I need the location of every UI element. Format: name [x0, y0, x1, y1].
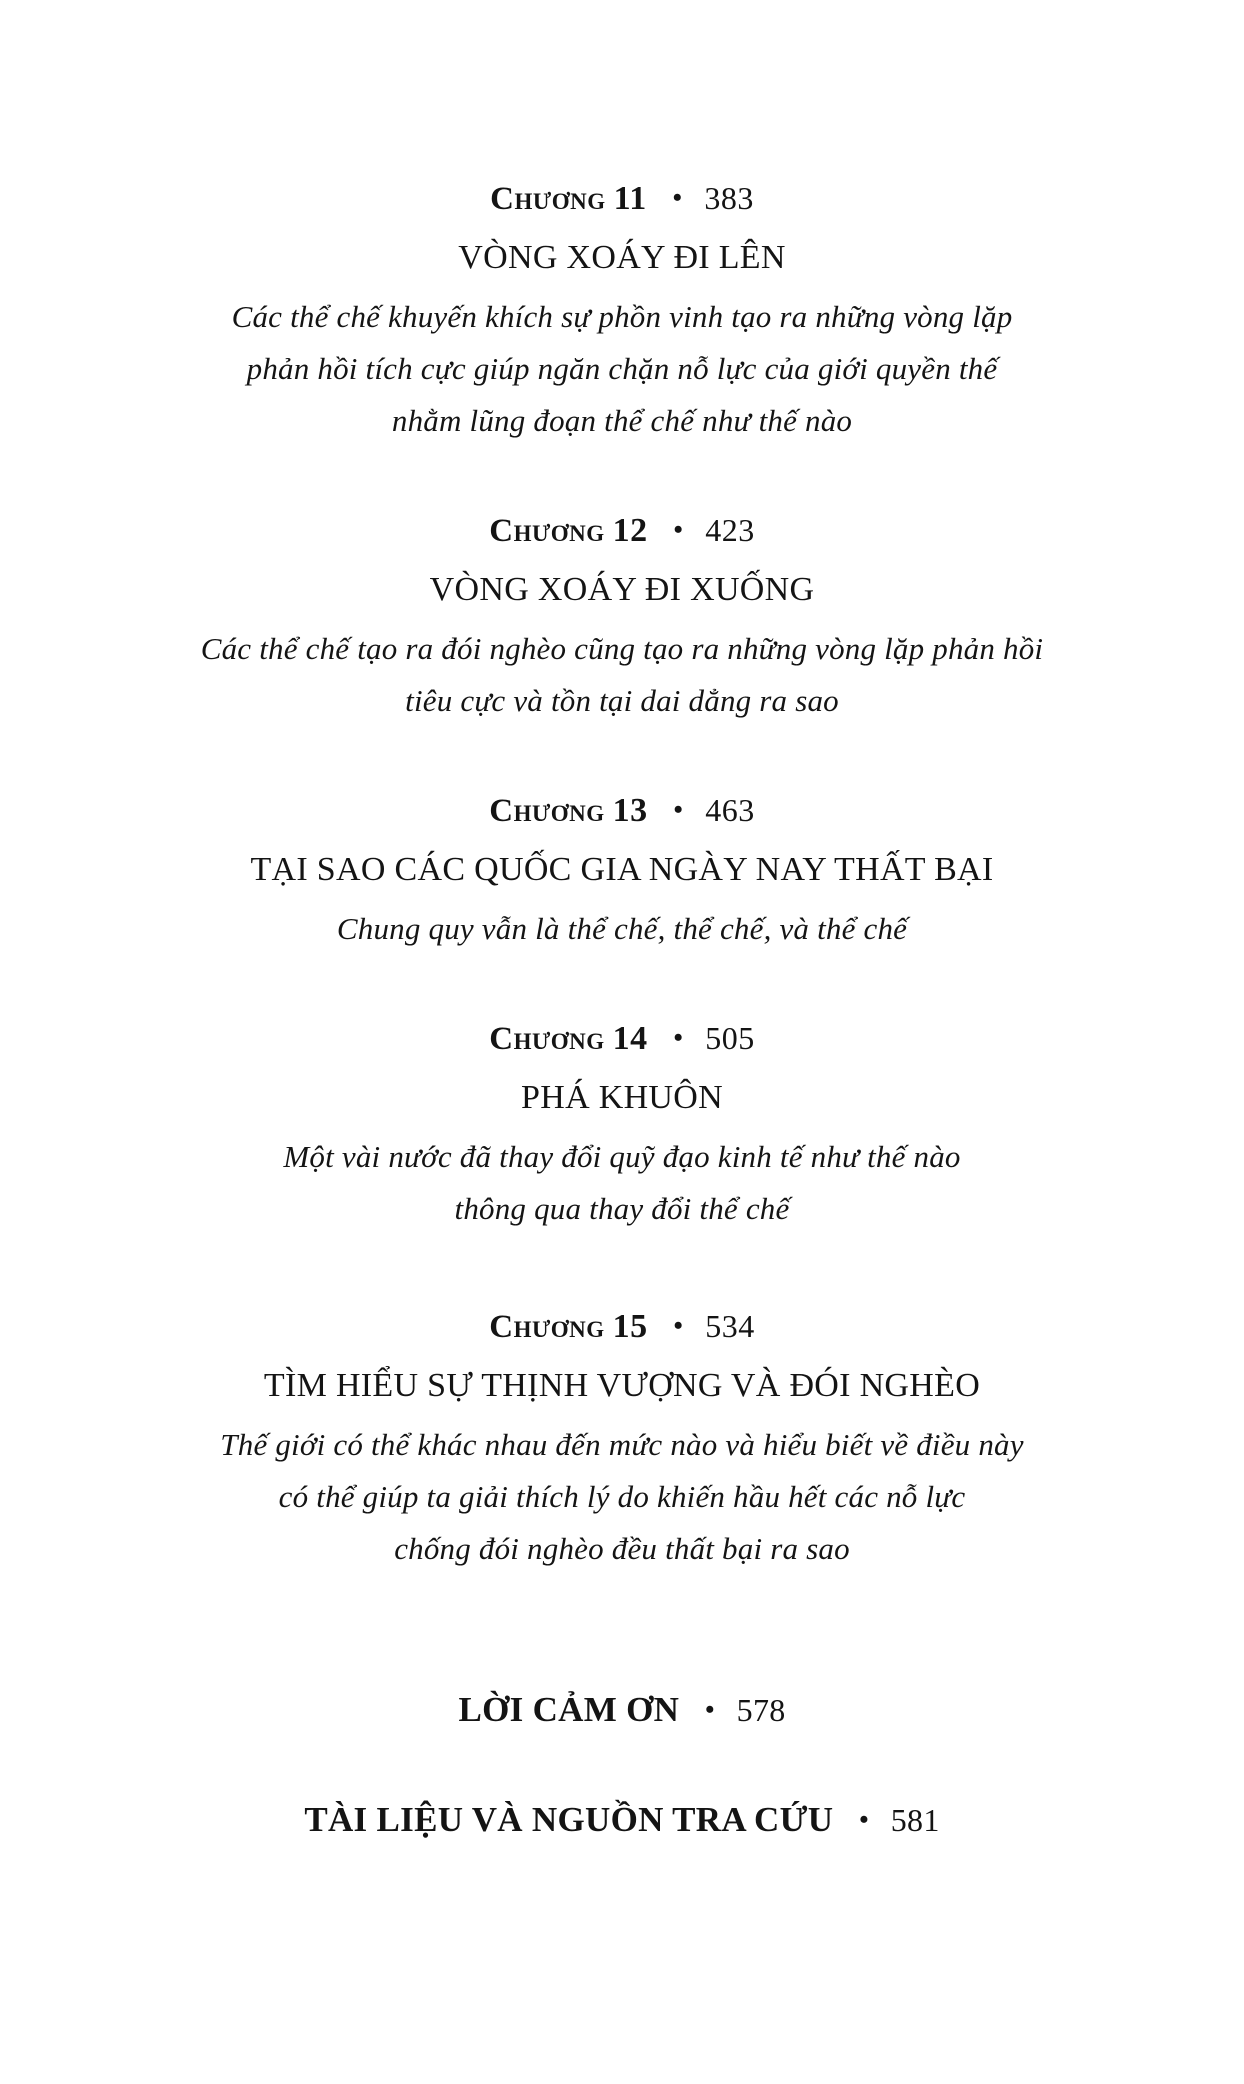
toc-entry-references	[0, 1798, 1244, 1842]
bullet-separator: •	[673, 515, 684, 544]
bullet-separator: •	[673, 1023, 684, 1052]
chapter-heading	[0, 1018, 1244, 1059]
toc-entry-chapter-15	[0, 1306, 1244, 1575]
chapter-description	[0, 1419, 1244, 1575]
chapter-heading	[0, 178, 1244, 219]
chapter-heading	[0, 790, 1244, 831]
description-line: Chung quy vẫn là thể chế, thể chế, và thể chế	[336, 911, 908, 946]
toc-entry-acknowledgements	[0, 1688, 1244, 1732]
back-matter-heading	[0, 1688, 1244, 1732]
chapter-description	[0, 1131, 1244, 1235]
bullet-separator: •	[672, 183, 683, 212]
description-line: Một vài nước đã thay đổi quỹ đạo kinh tế như thế nào	[283, 1139, 961, 1174]
page-number: 534	[705, 1308, 755, 1344]
chapter-heading	[0, 1306, 1244, 1347]
page-number: 578	[736, 1692, 786, 1728]
chapter-title: TÌM HIỂU SỰ THỊNH VƯỢNG VÀ ĐÓI NGHÈO	[263, 1367, 981, 1404]
description-line: tiêu cực và tồn tại dai dẳng ra sao	[405, 683, 839, 718]
bullet-separator: •	[705, 1695, 715, 1724]
bullet-separator: •	[859, 1805, 869, 1834]
toc-entry-chapter-12	[0, 510, 1244, 727]
page-number: 423	[705, 512, 755, 548]
chapter-number: 13	[612, 792, 648, 829]
toc-entry-chapter-14	[0, 1018, 1244, 1235]
page-number: 505	[705, 1020, 755, 1056]
page-number: 383	[704, 180, 754, 216]
chapter-heading	[0, 510, 1244, 551]
chapter-number: 15	[612, 1308, 648, 1345]
chapter-label: Chương	[490, 181, 606, 217]
description-line: chống đói nghèo đều thất bại ra sao	[394, 1531, 850, 1566]
page-number: 581	[890, 1802, 940, 1838]
chapter-title: VÒNG XOÁY ĐI LÊN	[458, 239, 786, 276]
chapter-number: 14	[612, 1020, 648, 1057]
chapter-description	[0, 623, 1244, 727]
chapter-label: Chương	[489, 1309, 605, 1345]
chapter-label: Chương	[489, 793, 605, 829]
description-line: phản hồi tích cực giúp ngăn chặn nỗ lực của giới quyền thế	[246, 351, 998, 386]
chapter-description	[0, 291, 1244, 447]
description-line: có thể giúp ta giải thích lý do khiến hầu hết các nỗ lực	[278, 1479, 966, 1514]
toc-entry-chapter-13	[0, 790, 1244, 955]
chapter-label: Chương	[489, 513, 605, 549]
chapter-title: TẠI SAO CÁC QUỐC GIA NGÀY NAY THẤT BẠI	[250, 851, 994, 888]
back-matter-title: LỜI CẢM ƠN	[458, 1690, 680, 1729]
bullet-separator: •	[673, 795, 684, 824]
chapter-label: Chương	[489, 1021, 605, 1057]
bullet-separator: •	[673, 1311, 684, 1340]
description-line: Các thể chế khuyến khích sự phồn vinh tạo ra những vòng lặp	[231, 299, 1013, 334]
chapter-description	[0, 903, 1244, 955]
description-line: thông qua thay đổi thể chế	[454, 1191, 790, 1226]
toc-entry-chapter-11	[0, 178, 1244, 447]
chapter-title: PHÁ KHUÔN	[521, 1079, 723, 1116]
chapter-number: 11	[613, 180, 647, 217]
chapter-title: VÒNG XOÁY ĐI XUỐNG	[429, 571, 815, 608]
chapter-number: 12	[612, 512, 648, 549]
back-matter-title: TÀI LIỆU VÀ NGUỒN TRA CỨU	[304, 1800, 834, 1839]
description-line: Các thể chế tạo ra đói nghèo cũng tạo ra những vòng lặp phản hồi	[200, 631, 1044, 666]
description-line: nhằm lũng đoạn thể chế như thế nào	[391, 403, 853, 438]
description-line: Thế giới có thể khác nhau đến mức nào và hiểu biết về điều này	[220, 1427, 1024, 1462]
page-number: 463	[705, 792, 755, 828]
back-matter-heading	[0, 1798, 1244, 1842]
